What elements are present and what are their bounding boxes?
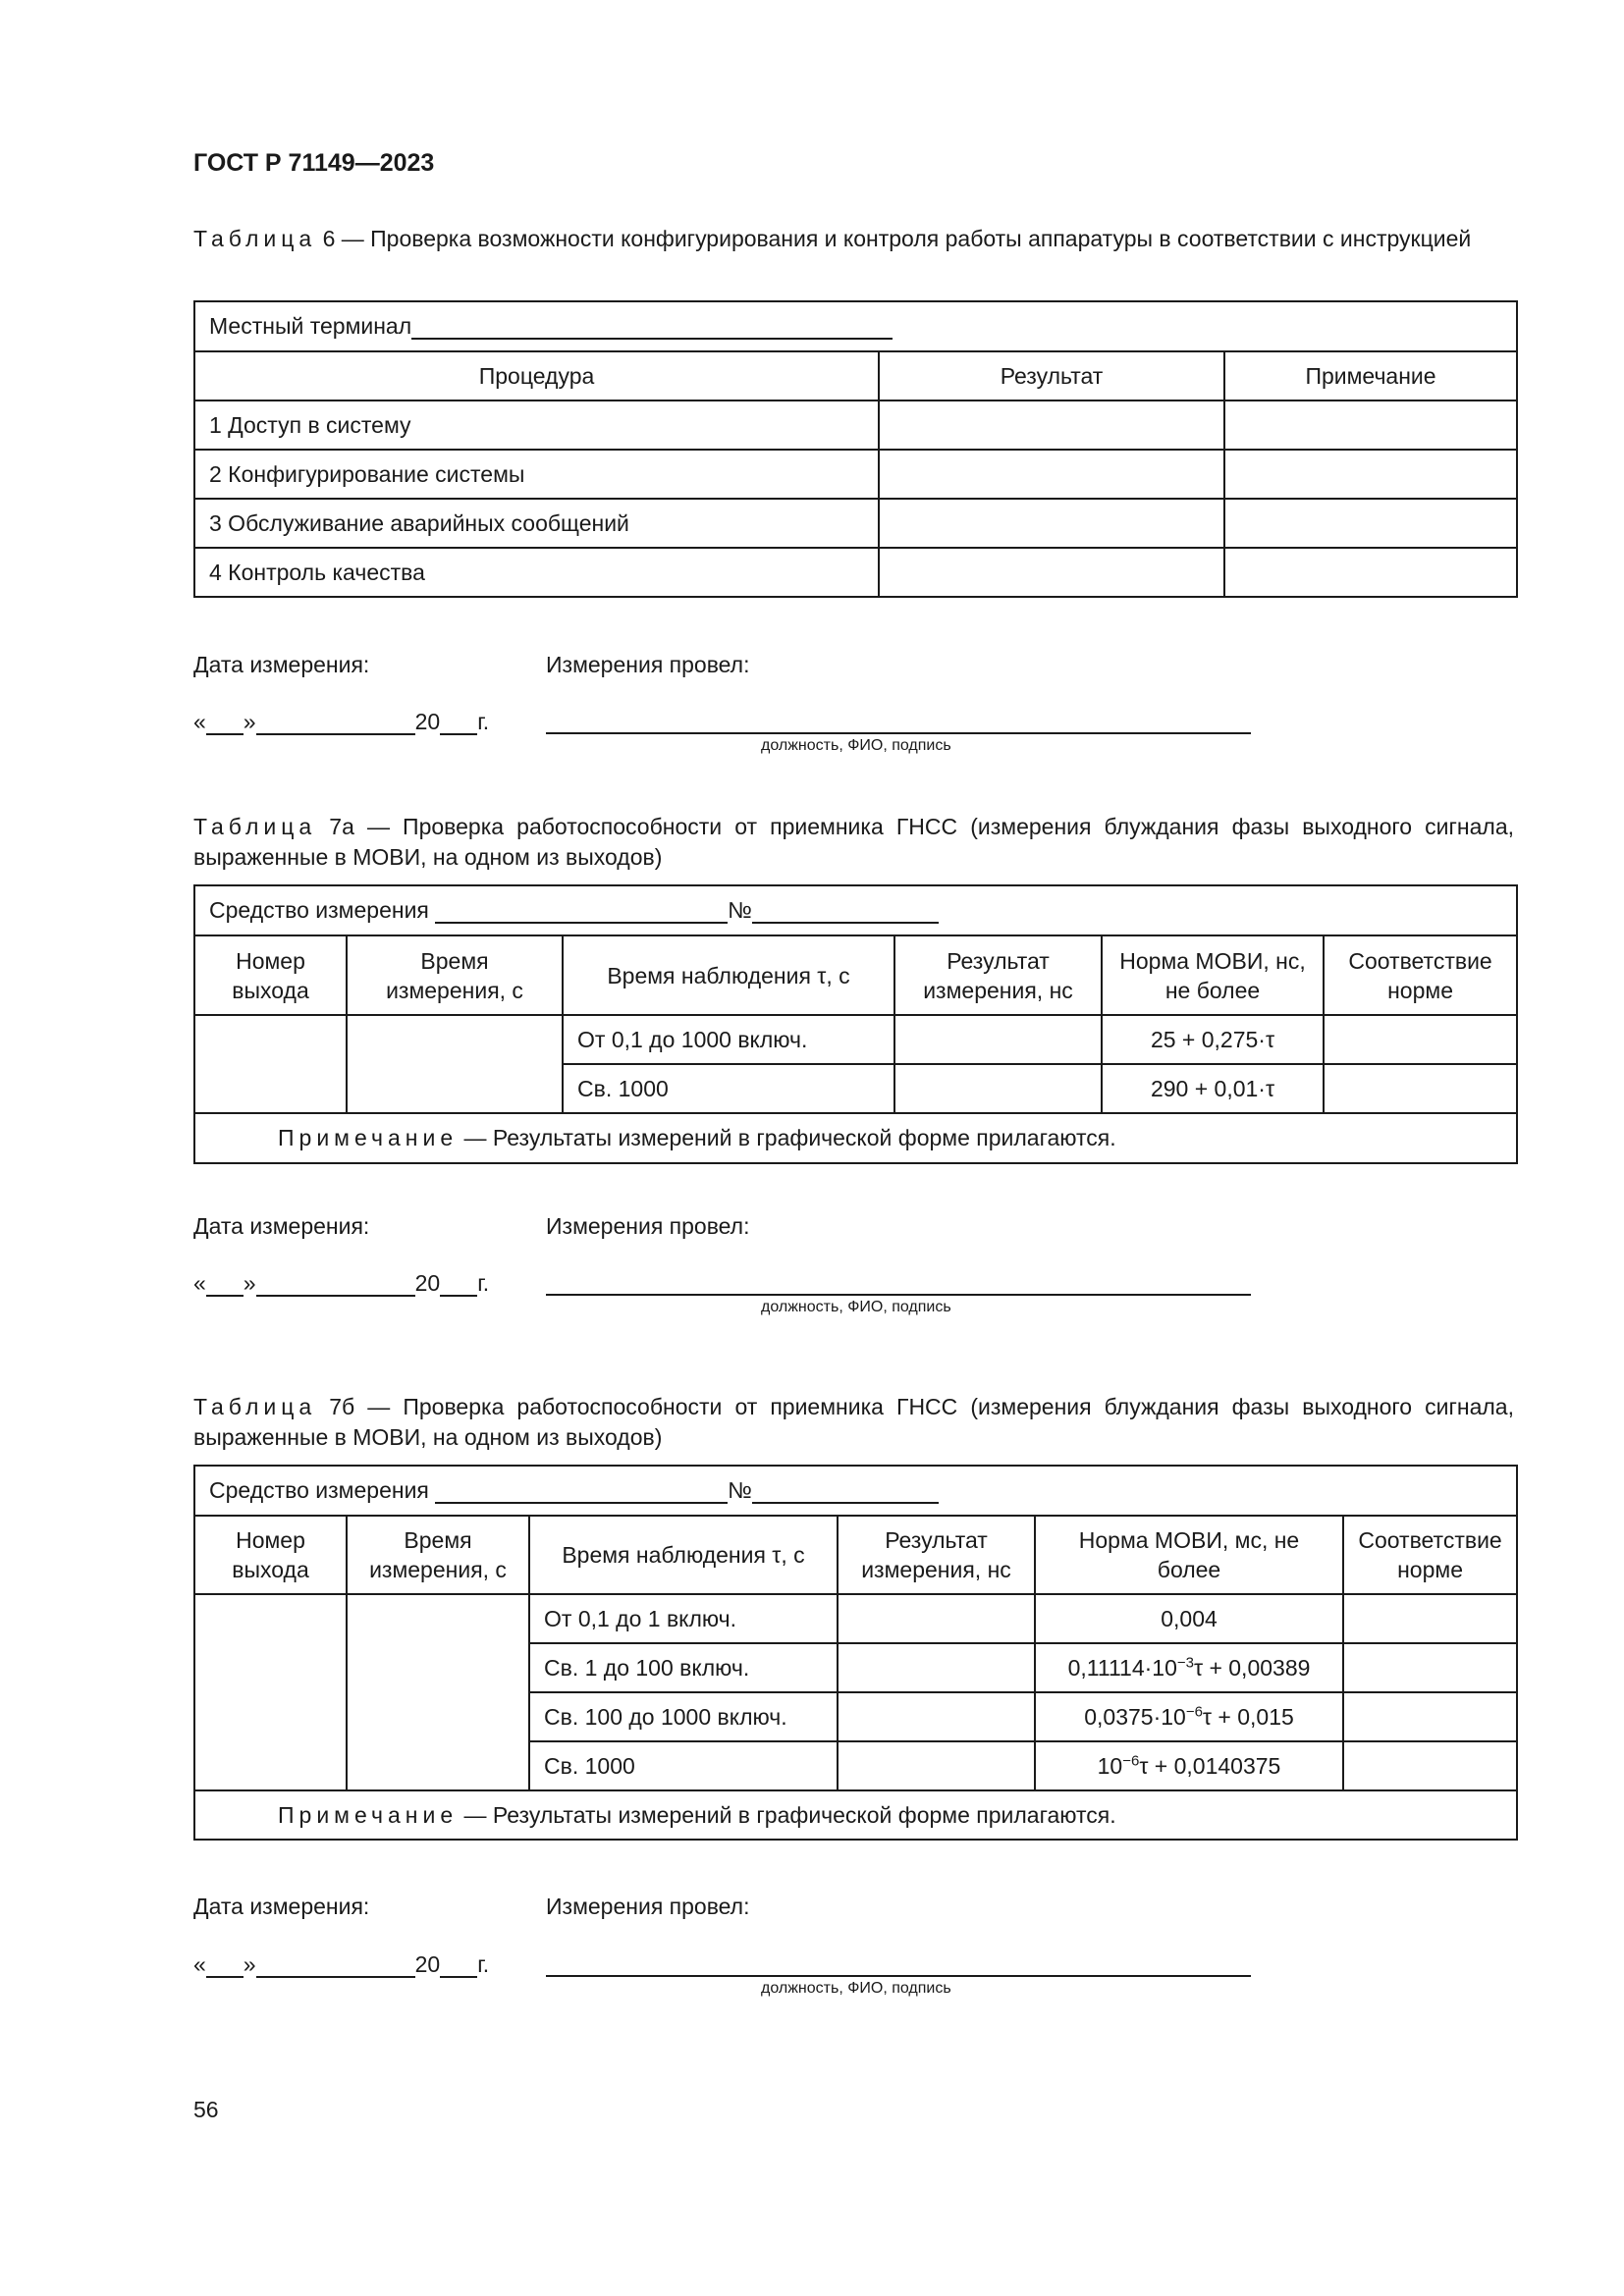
document-id: ГОСТ Р 71149—2023	[193, 149, 435, 177]
norm-base: 10	[1097, 1752, 1123, 1779]
year-blank[interactable]	[440, 710, 477, 735]
compliance-cell[interactable]	[1343, 1741, 1517, 1790]
table7b-caption-text: 7б — Проверка работоспособности от приемника ГНСС (измерения блуждания фазы выходного сигнала, выраженные в МОВИ, на одном из выходов)	[193, 1394, 1514, 1450]
interval-cell: Св. 1 до 100 включ.	[529, 1643, 838, 1692]
result-cell[interactable]	[838, 1594, 1035, 1643]
norm-cell: 290 + 0,01·τ	[1102, 1064, 1324, 1113]
output-number-cell[interactable]	[194, 1594, 347, 1790]
instrument-label: Средство измерения	[209, 897, 429, 923]
norm-tail: τ + 0,015	[1202, 1703, 1294, 1730]
col-note: Примечание	[1224, 351, 1517, 400]
compliance-cell[interactable]	[1343, 1594, 1517, 1643]
signature-hint: должность, ФИО, подпись	[761, 1980, 951, 1997]
year-prefix: 20	[414, 1270, 441, 1296]
table7b-note	[194, 1790, 1517, 1840]
table6-caption	[193, 224, 1514, 254]
result-cell[interactable]	[879, 548, 1224, 597]
table7a-note	[194, 1113, 1517, 1163]
note-cell[interactable]	[1224, 499, 1517, 548]
measured-by-label: Измерения провел:	[546, 1894, 750, 1919]
open-quote: «	[193, 1951, 206, 1977]
result-cell[interactable]	[838, 1692, 1035, 1741]
result-cell[interactable]	[894, 1015, 1102, 1064]
close-quote: »	[243, 1270, 256, 1296]
norm-base: 0,0375·10	[1084, 1703, 1186, 1730]
note-cell[interactable]	[1224, 548, 1517, 597]
measure-time-cell[interactable]	[347, 1015, 563, 1113]
table7b-caption	[193, 1392, 1514, 1453]
compliance-cell[interactable]	[1343, 1643, 1517, 1692]
norm-cell	[1035, 1741, 1343, 1790]
year-blank[interactable]	[440, 1952, 477, 1978]
date-label: Дата измерения:	[193, 1894, 370, 1919]
col-measure-result: Результат измерения, нс	[894, 935, 1102, 1015]
signature-line[interactable]	[546, 1294, 1251, 1296]
procedure-cell: 1 Доступ в систему	[194, 400, 879, 450]
note-text: — Результаты измерений в графической форме прилагаются.	[458, 1125, 1116, 1150]
number-sign: №	[728, 897, 752, 923]
signature-line[interactable]	[546, 1975, 1251, 1977]
col-observation-time: Время наблюдения τ, с	[563, 935, 894, 1015]
interval-cell: Св. 1000	[563, 1064, 894, 1113]
year-prefix: 20	[414, 709, 441, 734]
table6-caption-label: Таблица	[193, 226, 317, 251]
compliance-cell[interactable]	[1324, 1064, 1517, 1113]
col-procedure: Процедура	[194, 351, 879, 400]
note-text: — Результаты измерений в графической форме прилагаются.	[458, 1801, 1116, 1828]
interval-cell: Св. 100 до 1000 включ.	[529, 1692, 838, 1741]
norm-tail: τ + 0,0140375	[1139, 1752, 1281, 1779]
table-row	[194, 450, 1517, 499]
norm-cell	[1035, 1643, 1343, 1692]
date-label: Дата измерения:	[193, 1213, 370, 1239]
table-row	[194, 400, 1517, 450]
table6-caption-text: 6 — Проверка возможности конфигурирования и контроля работы аппаратуры в соответствии с инструкцией	[316, 226, 1472, 251]
measure-time-cell[interactable]	[347, 1594, 529, 1790]
table7a-caption-text: 7а — Проверка работоспособности от приемника ГНСС (измерения блуждания фазы выходного сигнала, выраженные в МОВИ, на одном из выходов)	[193, 814, 1514, 870]
interval-cell: Св. 1000	[529, 1741, 838, 1790]
note-label: Примечание	[278, 1801, 459, 1828]
table7b	[193, 1465, 1518, 1841]
norm-base: 0,11114·10	[1067, 1654, 1177, 1681]
col-measure-time: Время измерения, с	[347, 935, 563, 1015]
table-row	[194, 1594, 1517, 1643]
instrument-label: Средство измерения	[209, 1477, 429, 1503]
month-blank[interactable]	[256, 1271, 415, 1297]
col-movi-norm: Норма МОВИ, мс, не более	[1035, 1516, 1343, 1594]
date-label: Дата измерения:	[193, 652, 370, 677]
terminal-blank[interactable]	[411, 314, 893, 340]
month-blank[interactable]	[256, 1952, 415, 1978]
table6-terminal-cell	[194, 301, 1517, 351]
measured-by-label: Измерения провел:	[546, 652, 750, 677]
month-blank[interactable]	[256, 710, 415, 735]
col-measure-time: Время измерения, с	[347, 1516, 529, 1594]
result-cell[interactable]	[879, 450, 1224, 499]
col-movi-norm: Норма МОВИ, нс, не более	[1102, 935, 1324, 1015]
table-row	[194, 548, 1517, 597]
result-cell[interactable]	[894, 1064, 1102, 1113]
page-number: 56	[193, 2097, 219, 2122]
col-output-number: Номер выхода	[194, 935, 347, 1015]
table-row	[194, 499, 1517, 548]
signature-hint: должность, ФИО, подпись	[761, 737, 951, 754]
col-measure-result: Результат измерения, нс	[838, 1516, 1035, 1594]
col-result: Результат	[879, 351, 1224, 400]
norm-cell	[1035, 1692, 1343, 1741]
result-cell[interactable]	[838, 1741, 1035, 1790]
norm-exponent: −6	[1185, 1702, 1203, 1720]
norm-cell: 0,004	[1035, 1594, 1343, 1643]
table-row	[194, 1015, 1517, 1064]
col-compliance: Соответствие норме	[1343, 1516, 1517, 1594]
interval-cell: От 0,1 до 1 включ.	[529, 1594, 838, 1643]
table7a-caption	[193, 812, 1514, 873]
close-quote: »	[243, 709, 256, 734]
norm-cell: 25 + 0,275·τ	[1102, 1015, 1324, 1064]
open-quote: «	[193, 1270, 206, 1296]
table6	[193, 300, 1518, 598]
date-line	[193, 1951, 489, 1978]
instrument-blank[interactable]	[435, 1478, 728, 1504]
col-observation-time: Время наблюдения τ, с	[529, 1516, 838, 1594]
day-blank[interactable]	[206, 1271, 244, 1297]
day-blank[interactable]	[206, 1952, 244, 1978]
measured-by-label: Измерения провел:	[546, 1213, 750, 1239]
result-cell[interactable]	[838, 1643, 1035, 1692]
table7a-caption-label: Таблица	[193, 814, 317, 839]
compliance-cell[interactable]	[1324, 1015, 1517, 1064]
terminal-label: Местный терминал	[209, 313, 412, 339]
instrument-number-blank[interactable]	[752, 898, 939, 924]
close-quote: »	[243, 1951, 256, 1977]
year-prefix: 20	[414, 1951, 441, 1977]
number-sign: №	[728, 1477, 752, 1503]
note-cell[interactable]	[1224, 450, 1517, 499]
norm-exponent: −6	[1122, 1751, 1140, 1769]
table7a	[193, 884, 1518, 1164]
norm-tail: τ + 0,00389	[1193, 1654, 1311, 1681]
year-blank[interactable]	[440, 1271, 477, 1297]
year-suffix: г.	[477, 1951, 490, 1977]
year-suffix: г.	[477, 709, 490, 734]
note-cell[interactable]	[1224, 400, 1517, 450]
procedure-cell: 4 Контроль качества	[194, 548, 879, 597]
compliance-cell[interactable]	[1343, 1692, 1517, 1741]
col-compliance: Соответствие норме	[1324, 935, 1517, 1015]
table7a-instrument-cell	[194, 885, 1517, 935]
day-blank[interactable]	[206, 710, 244, 735]
instrument-number-blank[interactable]	[752, 1478, 939, 1504]
instrument-blank[interactable]	[435, 898, 728, 924]
year-suffix: г.	[477, 1270, 490, 1296]
norm-exponent: −3	[1176, 1653, 1194, 1671]
table7b-instrument-cell	[194, 1466, 1517, 1516]
open-quote: «	[193, 709, 206, 734]
signature-line[interactable]	[546, 732, 1251, 734]
procedure-cell: 3 Обслуживание аварийных сообщений	[194, 499, 879, 548]
result-cell[interactable]	[879, 400, 1224, 450]
signature-hint: должность, ФИО, подпись	[761, 1299, 951, 1315]
table7b-caption-label: Таблица	[193, 1394, 317, 1419]
date-line	[193, 709, 489, 735]
col-output-number: Номер выхода	[194, 1516, 347, 1594]
result-cell[interactable]	[879, 499, 1224, 548]
date-line	[193, 1270, 489, 1297]
note-label: Примечание	[278, 1125, 459, 1150]
output-number-cell[interactable]	[194, 1015, 347, 1113]
procedure-cell: 2 Конфигурирование системы	[194, 450, 879, 499]
interval-cell: От 0,1 до 1000 включ.	[563, 1015, 894, 1064]
